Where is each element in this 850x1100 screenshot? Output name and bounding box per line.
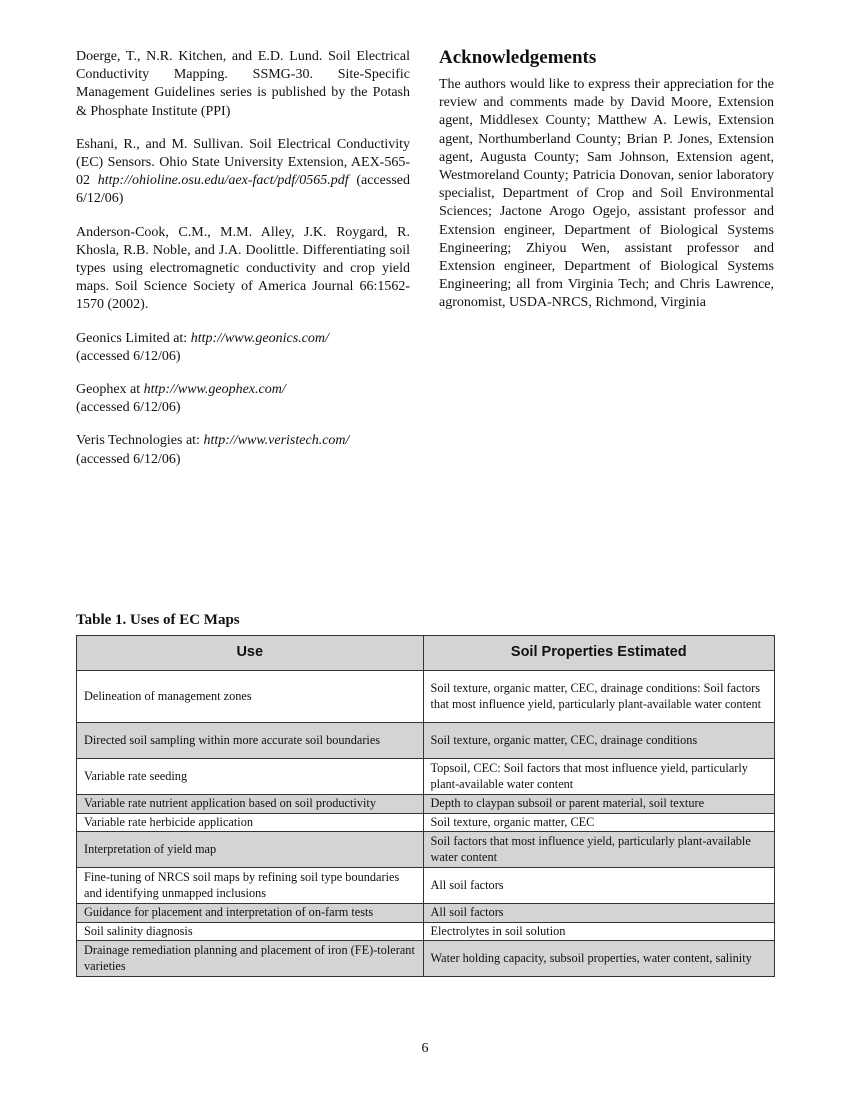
table-row	[77, 922, 775, 941]
column-header-soil-properties: Soil Properties Estimated	[423, 636, 775, 671]
cell-use: Interpretation of yield map	[77, 832, 424, 868]
cell-soil-properties: Water holding capacity, subsoil properties, water content, salinity	[423, 941, 775, 977]
reference-entry: Geonics Limited at: http://www.geonics.com/ (accessed 6/12/06)	[76, 330, 329, 364]
reference-link[interactable]: http://ohioline.osu.edu/aex-fact/pdf/0565.pdf	[97, 173, 349, 189]
cell-soil-properties: Electrolytes in soil solution	[423, 922, 775, 941]
table-header-row	[77, 636, 775, 671]
cell-use: Drainage remediation planning and placement of iron (FE)-tolerant varieties	[77, 941, 424, 977]
reference-entry: Geophex at http://www.geophex.com/ (accessed 6/12/06)	[76, 382, 286, 416]
table-row	[77, 868, 775, 904]
cell-use: Directed soil sampling within more accurate soil boundaries	[77, 723, 424, 759]
table-row	[77, 759, 775, 795]
table-row	[77, 723, 775, 759]
reference-entry: Anderson-Cook, C.M., M.M. Alley, J.K. Roygard, R. Khosla, R.B. Noble, and J.A. Doolittle. Differentiating soil types using electromagnetic conductivity and crop yield maps. Soil Science Society of America Journal 66:1562-1570 (2002).	[76, 224, 410, 313]
table-row	[77, 904, 775, 923]
page-number: 6	[421, 1041, 429, 1056]
cell-use: Guidance for placement and interpretation of on-farm tests	[77, 904, 424, 923]
reference-link[interactable]: http://www.geophex.com/	[143, 382, 286, 398]
ec-maps-table	[76, 635, 775, 977]
reference-entry: Veris Technologies at: http://www.veristech.com/ (accessed 6/12/06)	[76, 433, 350, 467]
table-row	[77, 813, 775, 832]
cell-use: Variable rate herbicide application	[77, 813, 424, 832]
table-row	[77, 671, 775, 723]
cell-soil-properties: Soil factors that most influence yield, particularly plant-available water content	[423, 832, 775, 868]
acknowledgements-body: The authors would like to express their appreciation for the review and comments made by David Moore, Extension agent, Middlesex County; Matthew A. Lewis, Extension agent, Northumberland County; Brian P. Jones, Extension agent, Augusta County; Sam Johnson, Extension agent, Westmoreland County; Patricia Donovan, senior laboratory specialist, Department of Crop and Soil Environmental Sciences; Jactone Arogo Ogejo, assistant professor and Extension engineer, Department of Biological Systems Engineering; Zhiyou Wen, assistant professor and Extension engineer, Department of Biological Systems Engineering; all from Virginia Tech; and Chris Lawrence, agronomist, USDA-NRCS, Richmond, Virginia	[439, 77, 774, 311]
table-row	[77, 795, 775, 814]
acknowledgements-heading: Acknowledgements	[439, 47, 597, 68]
reference-entry: Eshani, R., and M. Sullivan. Soil Electrical Conductivity (EC) Sensors. Ohio State University Extension, AEX-565-02 http://ohioline.osu.edu/aex-fact/pdf/0565.pdf (accessed 6/12/06)	[76, 136, 410, 207]
cell-soil-properties: All soil factors	[423, 904, 775, 923]
cell-use: Variable rate nutrient application based on soil productivity	[77, 795, 424, 814]
cell-use: Delineation of management zones	[77, 671, 424, 723]
table-caption: Table 1. Uses of EC Maps	[76, 612, 240, 628]
cell-use: Variable rate seeding	[77, 759, 424, 795]
references-column	[76, 48, 410, 484]
cell-soil-properties: All soil factors	[423, 868, 775, 904]
reference-link[interactable]: http://www.geonics.com/	[190, 330, 329, 346]
cell-soil-properties: Topsoil, CEC: Soil factors that most influence yield, particularly plant-available water content	[423, 759, 775, 795]
cell-soil-properties: Soil texture, organic matter, CEC, drainage conditions: Soil factors that most influence yield, particularly plant-available water content	[423, 671, 775, 723]
cell-use: Soil salinity diagnosis	[77, 922, 424, 941]
cell-soil-properties: Soil texture, organic matter, CEC	[423, 813, 775, 832]
cell-use: Fine-tuning of NRCS soil maps by refining soil type boundaries and identifying unmapped inclusions	[77, 868, 424, 904]
table-body	[77, 671, 775, 977]
reference-link[interactable]: http://www.veristech.com/	[203, 433, 350, 449]
cell-soil-properties: Soil texture, organic matter, CEC, drainage conditions	[423, 723, 775, 759]
column-header-use: Use	[77, 636, 424, 671]
table-row	[77, 941, 775, 977]
table-row	[77, 832, 775, 868]
acknowledgements-section	[439, 46, 774, 313]
reference-entry: Doerge, T., N.R. Kitchen, and E.D. Lund. Soil Electrical Conductivity Mapping. SSMG-30. Site-Specific Management Guidelines series is published by the Potash & Phosphate Institute (PPI)	[76, 49, 410, 119]
cell-soil-properties: Depth to claypan subsoil or parent material, soil texture	[423, 795, 775, 814]
